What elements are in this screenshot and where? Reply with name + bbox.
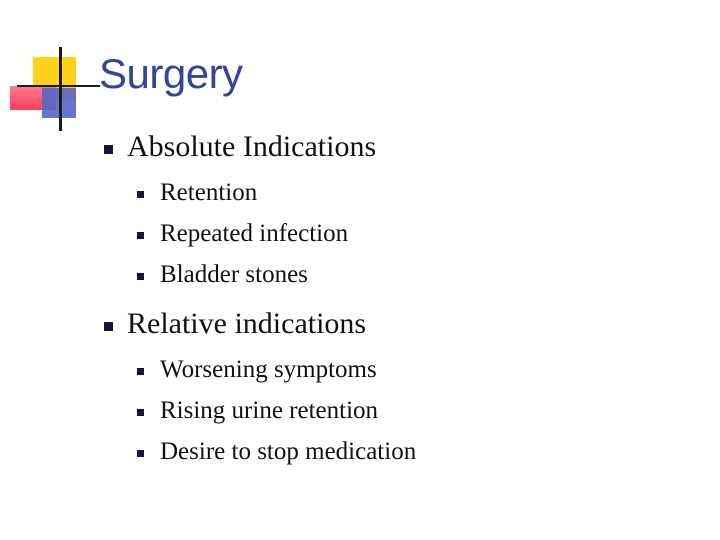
list-item-text: Rising urine retention — [160, 396, 379, 424]
sub-bullet-list — [104, 349, 684, 472]
square-bullet-icon — [137, 191, 144, 198]
list-item-text: Bladder stones — [160, 260, 308, 288]
list-item — [104, 349, 684, 390]
list-item — [104, 390, 684, 431]
list-item — [104, 431, 684, 472]
sub-bullet-list — [104, 172, 684, 295]
section-heading: Absolute Indications — [127, 130, 377, 163]
logo-vertical-line — [59, 47, 62, 131]
list-item-text: Worsening symptoms — [160, 355, 377, 383]
square-bullet-icon — [137, 368, 144, 375]
logo-horizontal-line — [17, 85, 100, 87]
square-bullet-icon — [137, 232, 144, 239]
bullet-content — [104, 126, 684, 480]
section-absolute-indications — [104, 126, 684, 295]
list-item-text: Repeated infection — [160, 219, 349, 247]
section-heading: Relative indications — [127, 307, 367, 340]
list-item — [104, 213, 684, 254]
section-relative-indications — [104, 303, 684, 472]
square-bullet-icon — [137, 409, 144, 416]
square-bullet-icon — [137, 273, 144, 280]
slide-title: Surgery — [99, 50, 243, 97]
slide-logo-icon — [0, 0, 100, 140]
list-item — [104, 254, 684, 295]
square-bullet-icon — [104, 145, 113, 154]
square-bullet-icon — [104, 322, 113, 331]
section-heading-row — [104, 303, 684, 345]
section-heading-row — [104, 126, 684, 168]
square-bullet-icon — [137, 450, 144, 457]
list-item-text: Retention — [160, 178, 258, 206]
list-item-text: Desire to stop medication — [160, 437, 417, 465]
list-item — [104, 172, 684, 213]
